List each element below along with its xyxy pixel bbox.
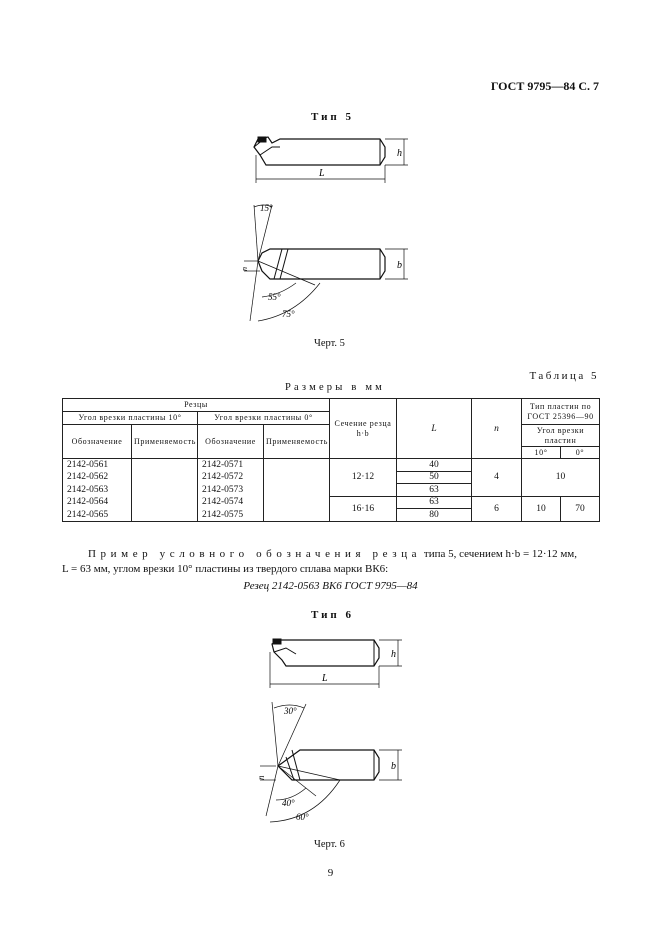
example-line1 [88,548,598,560]
header-n: n [472,399,522,459]
table-cell: 63 [397,496,472,509]
table-cell: 2142-0575 [198,509,264,522]
example-designation: Резец 2142-0563 ВК6 ГОСТ 9795—84 [243,580,418,592]
header-plate-type: Тип пластин по ГОСТ 25396—90 [522,399,600,425]
table-cell: 2142-0565 [63,509,132,522]
page-number: 9 [327,867,334,879]
table-cell: 4 [472,459,522,497]
table-cell: 2142-0572 [198,471,264,484]
type5-figure-caption: Черт. 5 [314,338,345,349]
header-plate-angle: Угол врезки пластин [522,425,600,447]
example-line2: L = 63 мм, углом врезки 10° пластины из твердого сплава марки ВК6: [62,563,389,575]
table-cell-empty [264,496,330,509]
type6-angle-30: 30° [284,706,297,716]
table5-subtitle: Размеры в мм [285,382,386,393]
table-cell: 2142-0573 [198,484,264,497]
table-cell: 2142-0574 [198,496,264,509]
type5-angle-75: 75° [282,309,295,319]
header-angle0: Угол врезки пластины 0° [198,412,330,425]
table-cell: 10 [522,496,561,521]
example-lead: Пример условного обозначения резца [88,548,422,560]
type6-angle-60: 60° [296,812,309,822]
type5-angle-55: 55° [268,292,281,302]
table-cell-empty [264,459,330,472]
table-cell: 6 [472,496,522,521]
table-cell-empty [132,509,198,522]
table-cell: 2142-0563 [63,484,132,497]
header-angle10: Угол врезки пластины 10° [63,412,198,425]
example-text1: типа 5, сечением h·b = 12·12 мм, [423,548,577,560]
table-cell: 12·12 [330,459,397,497]
table-cell: 2142-0562 [63,471,132,484]
header-L: L [397,399,472,459]
header-application-10: Применяемость [132,425,198,459]
type6-figure-caption: Черт. 6 [314,839,345,850]
type6-h-label: h [391,649,396,660]
type5-angle-15: 15° [260,203,273,213]
header-cutters: Резцы [63,399,330,412]
type5-caption: Тип 5 [311,111,354,123]
header-section: Сечение резца h·b [330,399,397,459]
type6-n-label: n [256,775,266,780]
table-cell: 40 [397,459,472,472]
type6-caption: Тип 6 [311,609,354,621]
table-cell-empty [132,471,198,484]
table-cell-empty [132,496,198,509]
type6-drawing [256,630,426,830]
table-cell: 70 [561,496,600,521]
table-cell: 2142-0561 [63,459,132,472]
page-header: ГОСТ 9795—84 С. 7 [490,79,599,93]
header-designation-0: Обозначение [198,425,264,459]
table-cell: 50 [397,471,472,484]
table-cell: 16·16 [330,496,397,521]
table-cell-empty [264,471,330,484]
header-deg10: 10° [522,447,561,459]
table-cell-empty [132,459,198,472]
type6-angle-40: 40° [282,798,295,808]
table-cell: 2142-0564 [63,496,132,509]
table5 [62,398,600,522]
table-cell: 10 [522,459,600,497]
table-cell-empty [264,509,330,522]
type6-L-label: L [322,673,328,684]
type5-n-label: n [240,267,249,271]
table-cell: 2142-0571 [198,459,264,472]
header-deg0: 0° [561,447,600,459]
type6-b-label: b [391,761,396,772]
table-cell: 80 [397,509,472,522]
table-cell: 63 [397,484,472,497]
type5-drawing [240,125,420,340]
type5-h-label: h [397,148,402,159]
table5-label: Таблица 5 [529,370,599,382]
header-designation-10: Обозначение [63,425,132,459]
table-cell-empty [132,484,198,497]
type5-b-label: b [397,260,402,271]
header-application-0: Применяемость [264,425,330,459]
type5-L-label: L [319,168,325,179]
table-cell-empty [264,484,330,497]
